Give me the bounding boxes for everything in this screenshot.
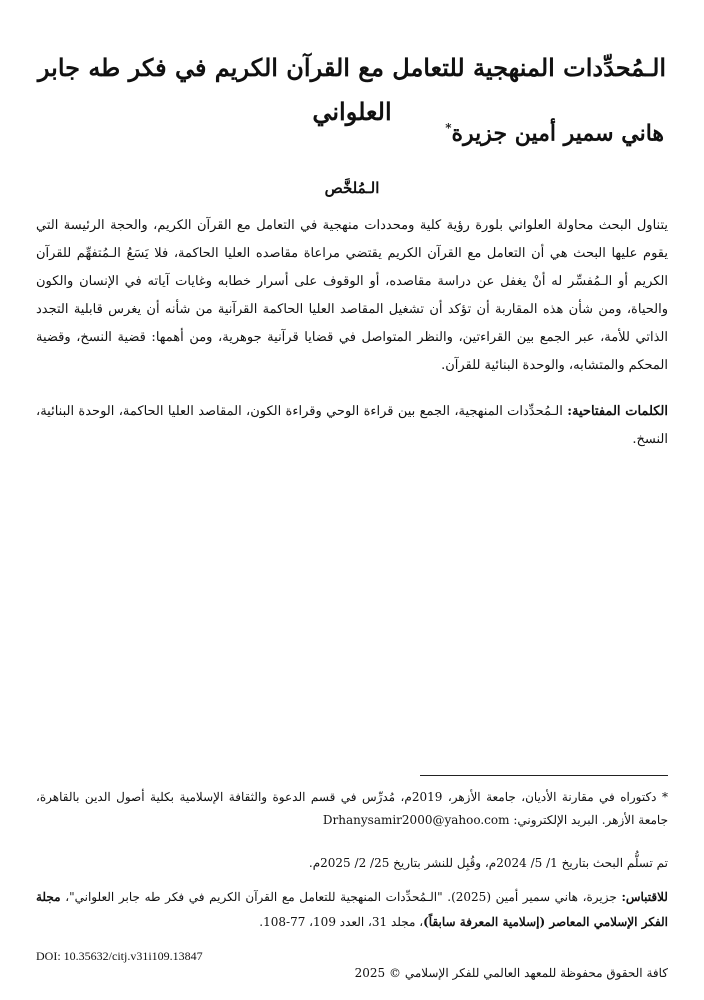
submission-dates: تم تسلُّم البحث بتاريخ 1/ 5/ 2024م، وقُبِل للنشر بتاريخ 25/ 2/ 2025م. (308, 856, 668, 870)
abstract-heading: الـمُلخَّص (324, 179, 380, 197)
citation-label: للاقتباس: (621, 890, 668, 904)
copyright-notice: كافة الحقوق محفوظة للمعهد العالمي للفكر الإسلامي © 2025 (354, 966, 668, 980)
keywords (36, 398, 668, 454)
author-name-text: هاني سمير أمين جزيرة (451, 120, 664, 147)
citation-journal: مجلة الفكر الإسلامي المعاصر (إسلامية المعرفة سابقاً) (36, 890, 668, 929)
citation-text: جزيرة، هاني سمير أمين (2025). "الـمُحدِّدات المنهجية للتعامل مع القرآن الكريم في فكر طه جابر العلواني"، (65, 890, 617, 904)
author-footnote (36, 786, 668, 832)
author-email-link[interactable]: Drhanysamir2000@yahoo.com (322, 813, 510, 827)
doi-link[interactable]: DOI: 10.35632/citj.v31i109.13847 (36, 949, 203, 963)
footnote-text: دكتوراه في مقارنة الأديان، جامعة الأزهر، 2019م، مُدرِّس في قسم الدعوة والثقافة الإسلامية بكلية أصول الدين بالقاهرة، جامعة الأزهر. البريد الإلكتروني: (36, 790, 668, 827)
keywords-text: الـمُحدِّدات المنهجية، الجمع بين قراءة الوحي وقراءة الكون، المقاصد العليا الحاكمة، الوحدة البنائية، النسخ. (36, 404, 668, 447)
article-title: الـمُحدِّدات المنهجية للتعامل مع القرآن الكريم في فكر طه جابر العلواني (37, 53, 667, 127)
author-name (120, 108, 664, 153)
author-footnote-marker: * (445, 121, 452, 135)
footnote-marker: * (661, 790, 668, 804)
citation-details: ، مجلد 31، العدد 109، 77-108. (259, 915, 424, 929)
footnote-divider (420, 775, 668, 776)
keywords-label: الكلمات المفتاحية: (567, 404, 669, 419)
abstract-text: يتناول البحث محاولة العلواني بلورة رؤية كلية ومحددات منهجية في التعامل مع القرآن الكريم، والحجة الرئيسة التي يقوم عليها البحث هي أن التعامل مع القرآن الكريم يقتضي مراعاة مقاصده العليا الحاكمة، فلا يَسَعُ الـمُتفهِّم للقرآن الكريم أو الـمُفسِّر له أنْ يغفل عن دراسة مقاصده، أو الوقوف على أسرار خطابه وغايات آياته في الإنسان والكون والحياة، ومن شأن هذه المقاربة أن تؤكد أن تشغيل المقاصد العليا الحاكمة القرآنية من شأنه أن يغرس قابلية التجدد الذاتي للأمة، عبر الجمع بين القراءتين، والنظر المتواصل في قضايا قرآنية جوهرية، ومن أهمها: قضية النسخ، وقضية المحكم والمتشابه، والوحدة البنائية للقرآن. (36, 218, 668, 373)
citation-block (36, 885, 668, 935)
